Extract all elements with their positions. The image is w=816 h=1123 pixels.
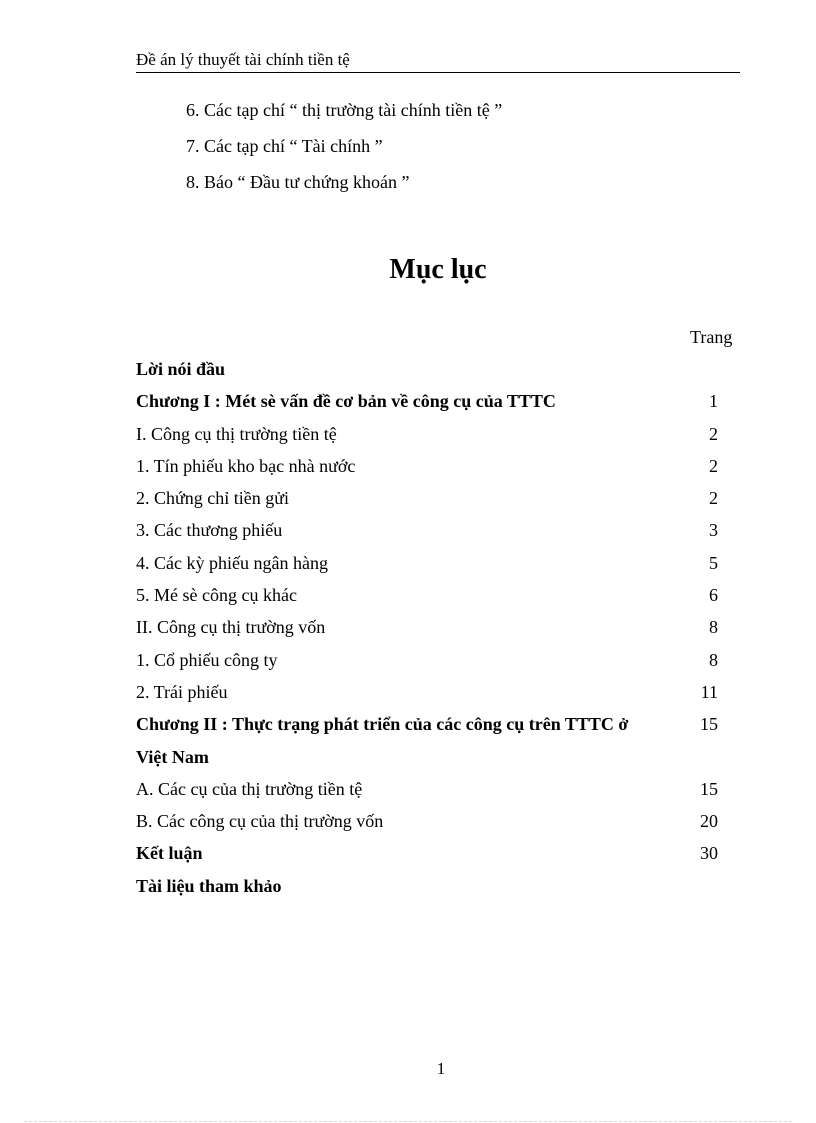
toc-entry-page: 11 — [700, 681, 718, 702]
toc-entry-page: 8 — [709, 649, 718, 670]
reference-item: 8. Báo “ Đầu tư chứng khoán ” — [186, 172, 410, 192]
toc-entry — [136, 550, 736, 582]
toc-entry — [136, 744, 736, 776]
page-number: 1 — [436, 1059, 446, 1078]
toc-entry-label: I. Công cụ thị trường tiền tệ — [136, 423, 337, 444]
toc-entry-page: 20 — [700, 811, 718, 832]
toc-entry — [136, 485, 736, 517]
toc-entry — [136, 421, 736, 453]
table-of-contents — [136, 356, 736, 905]
toc-entry — [136, 873, 736, 905]
toc-entry-label: A. Các cụ của thị trường tiền tệ — [136, 778, 363, 799]
toc-entry-label: 4. Các kỳ phiếu ngân hàng — [136, 552, 328, 573]
reference-list — [186, 98, 502, 206]
toc-entry-label: 3. Các thương phiếu — [136, 520, 283, 541]
toc-entry — [136, 711, 736, 743]
toc-entry-page: 2 — [709, 423, 718, 444]
toc-entry-page: 1 — [709, 391, 718, 412]
toc-entry — [136, 808, 736, 840]
toc-entry-label: 2. Trái phiếu — [136, 681, 228, 702]
toc-entry-label: 1. Cổ phiếu công ty — [136, 649, 278, 670]
toc-entry-page: 2 — [709, 455, 718, 476]
toc-entry-label: 2. Chứng chỉ tiền gửi — [136, 488, 289, 509]
toc-entry-label: B. Các công cụ của thị trường vốn — [136, 811, 384, 832]
toc-entry-label: Lời nói đầu — [136, 359, 226, 379]
toc-entry-page: 5 — [709, 552, 718, 573]
toc-entry-label: Chương I : Mét sè vấn đề cơ bản về công cụ của TTTC — [136, 391, 556, 412]
toc-entry — [136, 679, 736, 711]
toc-entry — [136, 582, 736, 614]
toc-entry-page: 2 — [709, 488, 718, 509]
toc-entry — [136, 453, 736, 485]
toc-title: Mục lục — [389, 254, 487, 285]
page-header: Đề án lý thuyết tài chính tiền tệ — [136, 50, 740, 73]
toc-entry-page: 15 — [700, 778, 718, 799]
toc-entry — [136, 776, 736, 808]
toc-entry-page: 3 — [709, 520, 718, 541]
toc-entry-page: 8 — [709, 617, 718, 638]
page-bottom-divider — [24, 1121, 792, 1122]
page-column-label: Trang — [690, 327, 733, 347]
toc-entry-label: II. Công cụ thị trường vốn — [136, 617, 326, 638]
reference-item: 7. Các tạp chí “ Tài chính ” — [186, 136, 383, 156]
toc-entry-label: 5. Mé sè công cụ khác — [136, 585, 297, 606]
reference-item: 6. Các tạp chí “ thị trường tài chính tiền tệ ” — [186, 100, 503, 120]
toc-entry-page: 15 — [700, 714, 718, 735]
toc-entry — [136, 647, 736, 679]
toc-entry-page: 6 — [709, 585, 718, 606]
toc-entry — [136, 388, 736, 420]
toc-entry — [136, 614, 736, 646]
toc-entry-label: 1. Tín phiếu kho bạc nhà nước — [136, 455, 356, 476]
toc-entry-label: Việt Nam — [136, 746, 209, 767]
toc-entry-label: Kết luận — [136, 843, 203, 864]
toc-entry-label: Chương II : Thực trạng phát triển của các công cụ trên TTTC ở — [136, 714, 629, 735]
toc-entry-label: Tài liệu tham khảo — [136, 875, 282, 896]
toc-entry-page: 30 — [700, 843, 718, 864]
toc-entry — [136, 840, 736, 872]
toc-entry — [136, 517, 736, 549]
toc-entry — [136, 356, 736, 388]
